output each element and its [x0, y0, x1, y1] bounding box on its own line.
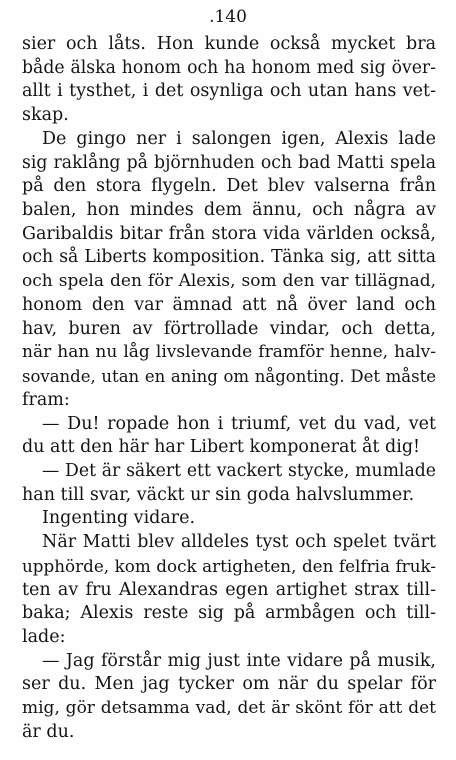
text-line: De gingo ner i salongen igen, Alexis lade: [42, 128, 436, 149]
text-line: skap.: [22, 105, 69, 126]
text-line: Ingenting vidare.: [42, 508, 196, 529]
text-line: sig raklång på björnhuden och bad Matti spela: [22, 152, 436, 173]
text-line: När Matti blev alldeles tyst och spelet tvärt: [42, 532, 436, 553]
text-line: när han nu låg livslevande framför henne, halv-: [22, 342, 436, 363]
text-line: — Det är säkert ett vackert stycke, mumlade: [42, 460, 436, 481]
body-text: [22, 33, 436, 745]
text-line: sier och låts. Hon kunde också mycket bra: [22, 34, 436, 54]
text-line: Garibaldis bitar från stora vida världen också,: [22, 223, 436, 244]
text-line: sovande, utan en aning om någonting. Det måste: [22, 367, 436, 387]
text-line: fram:: [22, 389, 70, 410]
text-line: — Du! ropade hon i triumf, vet du vad, vet: [42, 413, 436, 434]
text-line: upphörde, kom dock artigheten, den felfria fruk-: [22, 555, 436, 576]
text-line: baka; Alexis reste sig på armbågen och till-: [22, 603, 436, 624]
text-line: hav, buren av förtrollade vindar, och detta,: [22, 318, 436, 339]
text-line: balen, hon mindes dem ännu, och några av: [22, 200, 436, 221]
text-line: och spela den för Alexis, som den var tillägnad,: [22, 271, 436, 292]
text-line: är du.: [22, 721, 75, 742]
text-line: — Jag förstår mig just inte vidare på musik,: [42, 650, 436, 671]
text-line: ten av fru Alexandras egen artighet strax till-: [22, 579, 436, 600]
text-line: ser du. Men jag tycker om när du spelar för: [22, 674, 436, 695]
text-line: du att den här har Libert komponerat åt dig!: [22, 437, 421, 458]
text-line: och så Liberts komposition. Tänka sig, att sitta: [22, 247, 436, 268]
text-line: allt i tysthet, i det osynliga och utan hans vet-: [22, 81, 436, 102]
text-line: mig, gör detsamma vad, det är skönt för att det: [22, 698, 436, 719]
text-line: honom den var ämnad att nå över land och: [22, 294, 436, 315]
text-line: på den stora flygeln. Det blev valserna från: [22, 176, 436, 197]
text-line: både älska honom och ha honom med sig över-: [22, 57, 436, 78]
text-line: han till svar, väckt ur sin goda halvslummer.: [22, 484, 415, 505]
page-number: .140: [209, 7, 247, 27]
text-line: lade:: [22, 626, 66, 647]
